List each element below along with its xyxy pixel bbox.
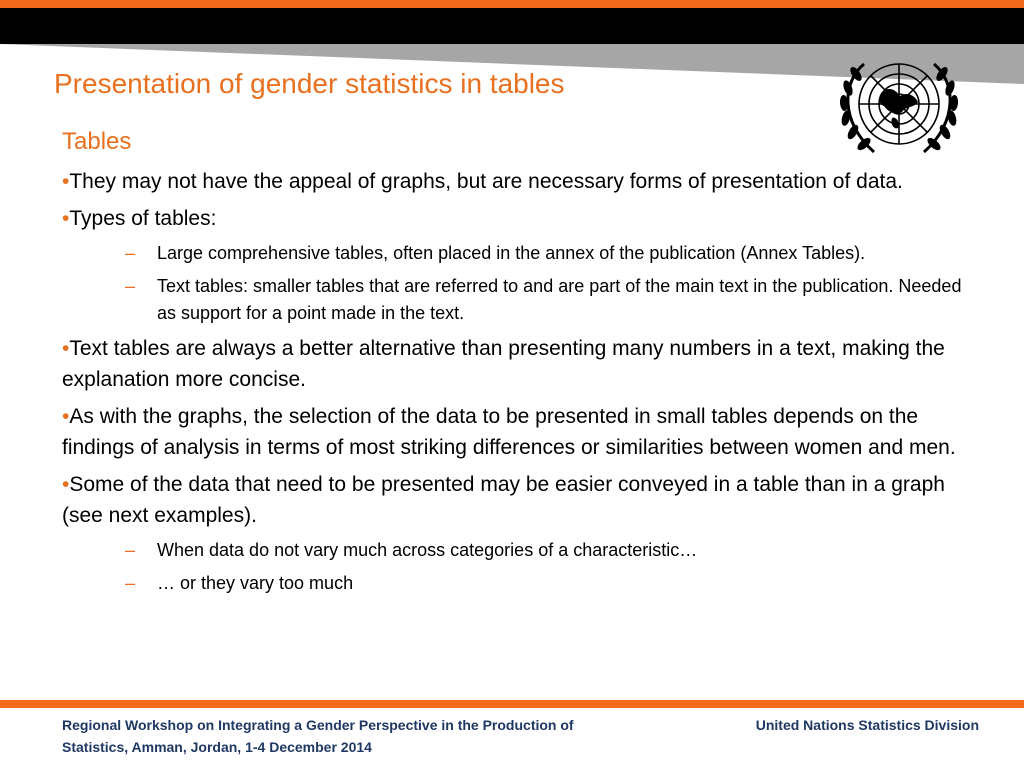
slide-title: Presentation of gender statistics in tables — [54, 68, 565, 99]
bullet-item — [62, 203, 972, 234]
bullet-dot-icon: • — [62, 473, 70, 496]
bullet-text: They may not have the appeal of graphs, but are necessary forms of presentation of data. — [69, 170, 903, 193]
sub-bullet-item — [62, 537, 972, 564]
bullet-dot-icon: • — [62, 337, 70, 360]
bullet-text: Types of tables: — [69, 207, 217, 230]
bullet-item — [62, 401, 972, 463]
footer-organization-text: United Nations Statistics Division — [755, 717, 979, 733]
dash-icon: – — [125, 243, 136, 263]
sub-bullet-text: … or they vary too much — [157, 573, 354, 593]
bullet-item — [62, 166, 972, 197]
bullet-dot-icon: • — [62, 405, 70, 428]
dash-icon: – — [125, 276, 136, 296]
top-black-bar — [0, 8, 1024, 44]
bullet-text: As with the graphs, the selection of the data to be presented in small tables depends on the findings of analysis in terms of most striking differences or similarities between women and men. — [62, 405, 956, 459]
sub-bullet-item — [62, 240, 972, 267]
bullet-text: Some of the data that need to be presented may be easier conveyed in a table than in a graph (see next examples). — [62, 473, 945, 527]
sub-bullet-text: When data do not vary much across categories of a characteristic… — [157, 540, 698, 560]
top-orange-bar — [0, 0, 1024, 8]
sub-bullet-item — [62, 570, 972, 597]
bullet-item — [62, 469, 972, 531]
slide-body — [62, 124, 972, 603]
bullet-item — [62, 333, 972, 395]
section-heading: Tables — [62, 128, 132, 155]
dash-icon: – — [125, 540, 136, 560]
sub-bullet-text: Text tables: smaller tables that are referred to and are part of the main text in the publication. Needed as support for a point made in the text. — [157, 276, 962, 323]
sub-bullet-item — [62, 273, 972, 327]
bottom-orange-bar — [0, 700, 1024, 708]
bullet-dot-icon: • — [62, 170, 70, 193]
dash-icon: – — [125, 573, 136, 593]
footer-event-text: Regional Workshop on Integrating a Gender Perspective in the Production of Statistics, Amman, Jordan, 1-4 December 2014 — [62, 717, 574, 755]
bullet-text: Text tables are always a better alternative than presenting many numbers in a text, making the explanation more concise. — [62, 337, 945, 391]
sub-bullet-text: Large comprehensive tables, often placed in the annex of the publication (Annex Tables). — [157, 243, 866, 263]
bullet-dot-icon: • — [62, 207, 70, 230]
